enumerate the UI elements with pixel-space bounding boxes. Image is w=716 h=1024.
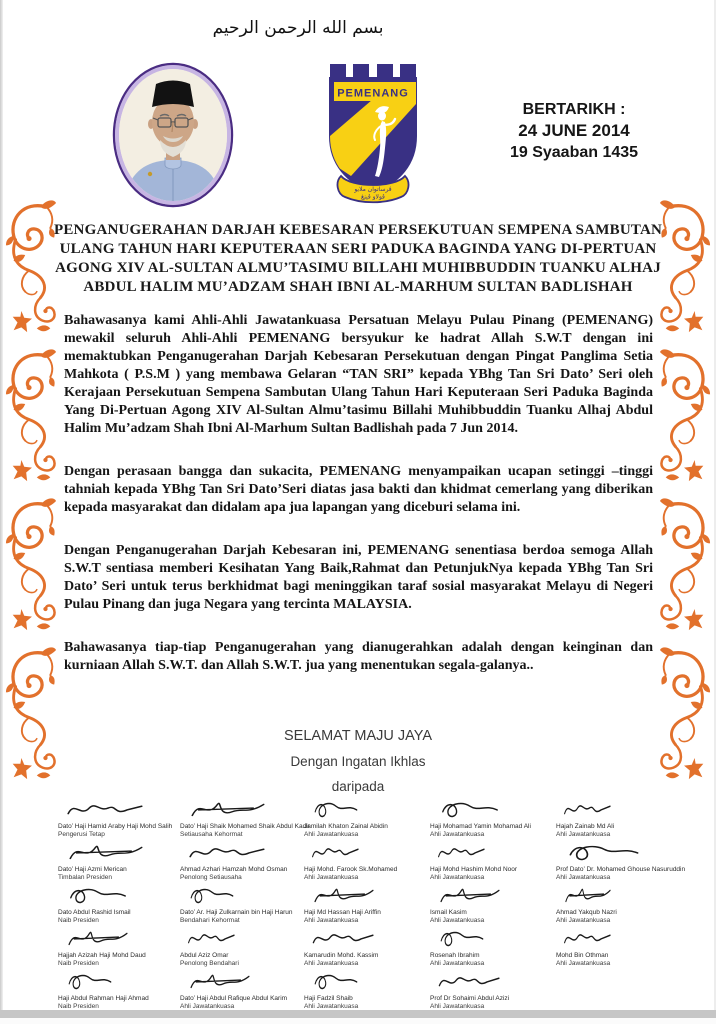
- signatory-cell: [180, 797, 310, 840]
- signatory-name: Kamarudin Mohd. Kassim: [304, 952, 379, 959]
- signatory-name: Hajah Zainab Md Ali: [556, 823, 615, 830]
- signatory-title: Timbalan Presiden: [58, 874, 112, 881]
- signature: [186, 969, 254, 993]
- signatory-cell: [430, 840, 554, 883]
- signatory-column-3: [302, 797, 428, 1012]
- date-block: [468, 99, 680, 164]
- signatory-title: Penolong Setiausaha: [180, 874, 242, 881]
- body-text: [64, 312, 653, 700]
- signatory-cell: [58, 883, 178, 926]
- signatory-cell: [58, 969, 178, 1012]
- signatory-name: Dato’ Haji Azmi Merican: [58, 866, 127, 873]
- signature: [64, 969, 116, 993]
- signatory-cell: [304, 840, 428, 883]
- signatory-title: Ahli Jawatankuasa: [430, 831, 485, 838]
- signatory-title: Ahli Jawatankuasa: [556, 917, 611, 924]
- signatory-name: Dato’ Ar. Haji Zulkarnain bin Haji Harun: [180, 909, 293, 916]
- date-hijri: 19 Syaaban 1435: [509, 144, 639, 161]
- signatory-name: Haji Mohamad Yamin Mohamad Ali: [430, 823, 531, 830]
- portrait-photo: [110, 62, 236, 208]
- signatory-name: Hajjah Azizah Haji Mohd Daud: [58, 952, 146, 959]
- signatory-cell: [304, 926, 428, 969]
- signatories-grid: [56, 797, 686, 1012]
- title-line-1: PENGANUGERAHAN DARJAH KEBESARAN PERSEKUTUAN SEMPENA SAMBUTAN: [53, 222, 663, 238]
- signatory-name: Dato Abdul Rashid Ismail: [58, 909, 131, 916]
- signature: [64, 797, 148, 821]
- signatory-column-5: [554, 797, 686, 1012]
- signatory-name: Dato’ Haji Hamid Araby Haji Mohd Salih: [58, 823, 173, 830]
- signature: [186, 883, 238, 907]
- signatory-cell: [58, 926, 178, 969]
- scan-edge-bottom-light: [0, 1018, 716, 1024]
- signatory-name: Ahmad Azhari Hamzah Mohd Osman: [180, 866, 288, 873]
- signatory-name: Rosenah Ibrahim: [430, 952, 480, 959]
- paragraph-4: Bahawasanya tiap-tiap Penganugerahan yang dianugerahkan adalah dengan keinginan dan kurniaan Allah S.W.T. dan Allah S.W.T. jua yang menentukan segala-galanya..: [64, 640, 653, 673]
- signature: [310, 840, 362, 864]
- signature: [562, 883, 614, 907]
- signatory-cell: [180, 883, 302, 926]
- signatory-cell: [58, 797, 178, 840]
- signatory-name: Dato’ Haji Shaik Mohamed Shaik Abdul Kadir: [180, 823, 310, 830]
- signature: [64, 883, 132, 907]
- signatory-title: Ahli Jawatankuasa: [304, 874, 359, 881]
- signatory-cell: [430, 797, 554, 840]
- closing-line-1: SELAMAT MAJU JAYA: [284, 728, 432, 744]
- signatory-cell: [304, 969, 428, 1012]
- date-gregorian: 24 JUNE 2014: [518, 121, 630, 140]
- signatory-cell: [556, 797, 673, 840]
- signature: [186, 797, 270, 821]
- signatory-cell: [180, 840, 302, 883]
- signatory-name: Ahmad Yakqub Nazri: [556, 909, 617, 916]
- signature: [562, 840, 646, 864]
- signatory-title: Ahli Jawatankuasa: [304, 917, 359, 924]
- signatory-name: Prof Dato’ Dr. Mohamed Ghouse Nasuruddin: [556, 866, 686, 873]
- crest-org-name: PEMENANG: [337, 87, 409, 100]
- signatory-cell: [180, 926, 302, 969]
- signature: [436, 926, 488, 950]
- signature: [310, 883, 378, 907]
- signature: [436, 840, 488, 864]
- signatory-column-4: [428, 797, 554, 1012]
- signatory-cell: [304, 883, 428, 926]
- signatory-title: Ahli Jawatankuasa: [430, 1003, 485, 1010]
- paragraph-1: Bahawasanya kami Ahli-Ahli Jawatankuasa Persatuan Melayu Pulau Pinang (PEMENANG) mewakil seluruh Ahli-Ahli PEMENANG bersyukur ke hadrat Allah S.W.T dengan ini memaktubkan Penganugerahan Darjah Kebesaran Persekutuan dengan Pingat Panglima Setia Mahkota ( P.S.M ) yang membawa Gelaran “TAN SRI” kepada YBhg Tan Sri Dato’ Seri oleh Kerajaan Persekutuan Sempena Sambutan Ulang Tahun Hari Keputeraan Seri Paduka Baginda Yang Di-Pertuan Agong XIV Al-Sultan Almu’tasimu Billahi Muhibbuddin Tuanku Alhaj Abdul Halim Mu’adzam Shah Ibni Al-Marhum Sultan Badlishah pada 7 Jun 2014.: [64, 313, 653, 436]
- signatory-cell: [556, 926, 673, 969]
- signatory-title: Ahli Jawatankuasa: [304, 831, 359, 838]
- closing-block: [0, 729, 716, 794]
- title-line-3: AGONG XIV AL-SULTAN ALMU’TASIMU BILLAHI MUHIBBUDDIN TUANKU ALHAJ: [55, 260, 661, 276]
- signatory-title: Ahli Jawatankuasa: [556, 831, 611, 838]
- signatory-column-1: [56, 797, 178, 1012]
- signatory-cell: [180, 969, 302, 1012]
- signature: [436, 797, 504, 821]
- signatory-name: Abdul Aziz Omar: [180, 952, 229, 959]
- signatory-name: Ismail Kasim: [430, 909, 467, 916]
- title-line-2: ULANG TAHUN HARI KEPUTERAAN SERI PADUKA BAGINDA YANG DI-PERTUAN: [59, 241, 657, 257]
- signatory-name: Haji Mohd Hashim Mohd Noor: [430, 866, 518, 873]
- crest-battlements: [330, 64, 416, 79]
- signatory-title: Naib Presiden: [58, 1003, 99, 1010]
- signatory-column-2: [178, 797, 310, 1012]
- signatory-title: Setiausaha Kehormat: [180, 831, 243, 838]
- signature: [562, 797, 614, 821]
- signatory-name: Mohd Bin Othman: [556, 952, 609, 959]
- signatory-name: Haji Mohd. Farook Sk.Mohamed: [304, 866, 398, 873]
- closing-line-3: daripada: [331, 779, 385, 794]
- crest-jawi-text-1: ڤرساتوان ملايو: [354, 186, 392, 193]
- signatory-title: Ahli Jawatankuasa: [304, 1003, 359, 1010]
- signature: [64, 840, 148, 864]
- signature: [310, 969, 362, 993]
- signatory-title: Ahli Jawatankuasa: [430, 917, 485, 924]
- pemenang-crest: [325, 64, 421, 206]
- signatory-cell: [58, 840, 178, 883]
- signatory-title: Ahli Jawatankuasa: [180, 1003, 235, 1010]
- paragraph-2: Dengan perasaan bangga dan sukacita, PEMENANG menyampaikan ucapan setinggi –tinggi tahniah kepada YBhg Tan Sri Dato’Seri diatas jasa bakti dan khidmat cemerlang yang diberikan kepada masyarakat dan didalam apa jua lapangan yang diceburi selama ini.: [64, 464, 653, 515]
- document-title: [0, 221, 716, 297]
- signatory-title: Ahli Jawatankuasa: [556, 960, 611, 967]
- signatory-name: Haji Abdul Rahman Haji Ahmad: [58, 995, 149, 1002]
- signature: [436, 969, 504, 993]
- signatory-cell: [430, 883, 554, 926]
- closing-line-2: Dengan Ingatan Ikhlas: [290, 754, 426, 769]
- crest-jawi-text-2: ڤولاو ڤينڠ: [361, 193, 385, 201]
- signature: [64, 926, 132, 950]
- signatory-title: Naib Presiden: [58, 917, 99, 924]
- signatory-name: Haji Md Hassan Haji Ariffin: [304, 909, 381, 916]
- signature: [310, 797, 362, 821]
- signatory-title: Ahli Jawatankuasa: [556, 874, 611, 881]
- signatory-title: Ahli Jawatankuasa: [304, 960, 359, 967]
- signatory-title: Naib Presiden: [58, 960, 99, 967]
- signatory-cell: [556, 840, 686, 883]
- signatory-title: Penolong Bendahari: [180, 960, 239, 967]
- signatory-cell: [430, 926, 554, 969]
- signatory-name: Haji Fadzil Shaib: [304, 995, 353, 1002]
- signatory-name: Dato’ Haji Abdul Rafique Abdul Karim: [180, 995, 288, 1002]
- signature: [186, 840, 270, 864]
- signature: [562, 926, 614, 950]
- signatory-cell: [304, 797, 428, 840]
- date-label: BERTARIKH :: [522, 101, 626, 118]
- signatory-title: Ahli Jawatankuasa: [430, 874, 485, 881]
- bismillah-calligraphy: بسم الله الرحمن الرحيم: [212, 18, 384, 38]
- signatory-cell: [556, 883, 673, 926]
- signatory-name: Prof Dr Sohaimi Abdul Azizi: [430, 995, 510, 1002]
- scan-edge-left: [0, 0, 3, 1024]
- signature: [186, 926, 238, 950]
- signature: [310, 926, 378, 950]
- signature: [436, 883, 504, 907]
- signatory-cell: [430, 969, 554, 1012]
- signatory-title: Pengerusi Tetap: [58, 831, 105, 838]
- signatory-name: Jamilah Khaton Zainal Abidin: [304, 823, 388, 830]
- signatory-title: Bendahari Kehormat: [180, 917, 240, 924]
- title-line-4: ABDUL HALIM MU’ADZAM SHAH IBNI AL-MARHUM SULTAN BADLISHAH: [83, 279, 633, 295]
- signatory-title: Ahli Jawatankuasa: [430, 960, 485, 967]
- paragraph-3: Dengan Penganugerahan Darjah Kebesaran ini, PEMENANG senentiasa berdoa semoga Allah S.W.T sentiasa memberi Kesihatan Yang Baik,Rahmat dan PetunjukNya kepada YBhg Tan Sri Dato’ Seri untuk terus berkhidmat bagi meninggikan taraf sosial masyarakat Melayu di Negeri Pulau Pinang dan juga Negara yang tercinta MALAYSIA.: [64, 543, 653, 612]
